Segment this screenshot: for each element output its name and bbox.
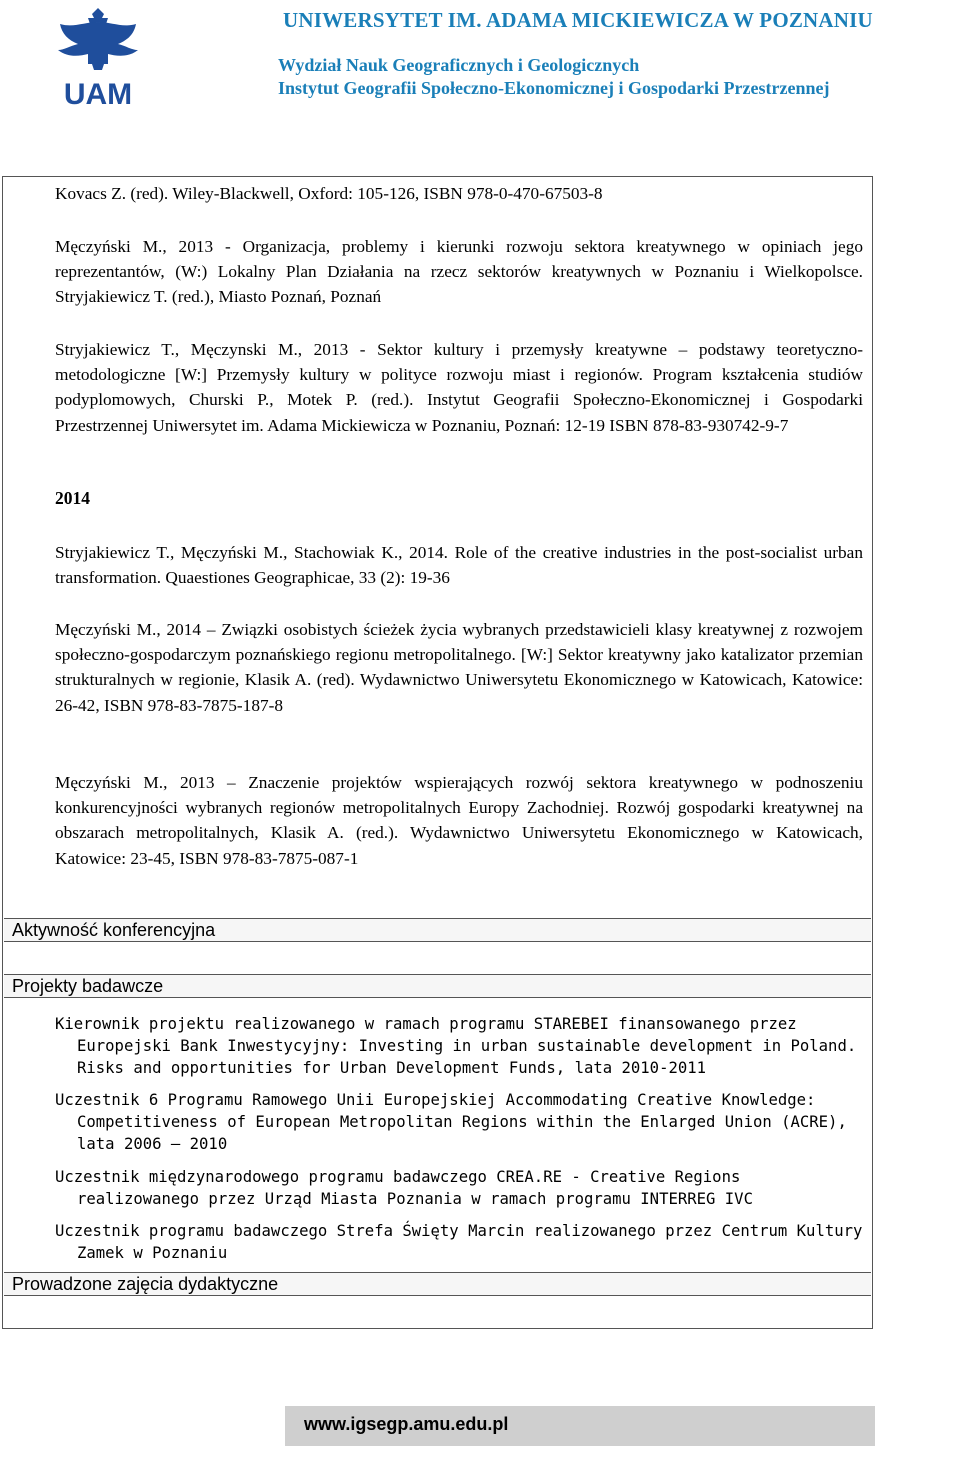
- eagle-crest-icon: [52, 4, 144, 112]
- footer-bar: [285, 1406, 875, 1446]
- section-header-projects: [4, 974, 871, 998]
- project-item: Uczestnik 6 Programu Ramowego Unii Europejskiej Accommodating Creative Knowledge: Competitiveness of European Metropolitan Regions within the Enlarged Union (ACRE), lata 2006 – 2010: [55, 1091, 847, 1153]
- publication-entry: Stryjakiewicz T., Męczynski M., 2013 - Sektor kultury i przemysły kreatywne – podstawy teoretyczno-metodologiczne [W:] Przemysły kultury w polityce rozwoju miast i regionów. Program kształcenia studiów podyplomowych, Churski P., Motek P. (red.). Instytut Geografii Społeczno-Ekonomicznej i Gospodarki Przestrzennej Uniwersytet im. Adama Mickiewicza w Poznaniu, Poznań: 12-19 ISBN 878-83-930742-9-7: [55, 340, 863, 435]
- publication-entry: Męczyński M., 2014 – Związki osobistych ścieżek życia wybranych przedstawicieli klasy kreatywnej z rozwojem społeczno-gospodarczym poznańskiego regionu metropolitalnego. [W:] Sektor kreatywny jako katalizator przemian strukturalnych w regionie, Klasik A. (red). Wydawnictwo Uniwersytetu Ekonomicznego w Katowicach, Katowice: 26-42, ISBN 978-83-7875-187-8: [55, 620, 863, 715]
- publication-entry: Stryjakiewicz T., Męczyński M., Stachowiak K., 2014. Role of the creative industries in the post-socialist urban transformation. Quaestiones Geographicae, 33 (2): 19-36: [55, 543, 863, 588]
- section-header-conferences: [4, 918, 871, 942]
- section-title: Prowadzone zajęcia dydaktyczne: [12, 1274, 279, 1294]
- uam-logo: [52, 4, 144, 112]
- project-item: Uczestnik międzynarodowego programu badawczego CREA.RE - Creative Regions realizowanego przez Urząd Miasta Poznania w ramach programu INTERREG IVC: [55, 1168, 753, 1208]
- project-item: Kierownik projektu realizowanego w ramach programu STAREBEI finansowanego przez Europejski Bank Inwestycyjny: Investing in urban sustainable development in Poland. Risks and opportunities for Urban Development Funds, lata 2010-2011: [55, 1015, 857, 1077]
- footer-url[interactable]: www.igsegp.amu.edu.pl: [304, 1414, 509, 1434]
- university-name: UNIWERSYTET IM. ADAMA MICKIEWICZA W POZNANIU: [283, 8, 873, 32]
- section-title: Aktywność konferencyjna: [12, 920, 216, 940]
- institute-name: Instytut Geografii Społeczno-Ekonomicznej i Gospodarki Przestrzennej: [278, 78, 830, 98]
- section-title: Projekty badawcze: [12, 976, 164, 996]
- publication-entry: Męczyński M., 2013 – Znaczenie projektów wspierających rozwój sektora kreatywnego w podnoszeniu konkurencyjności wybranych regionów metropolitalnych Europy Zachodniej. Rozwój gospodarki kreatywnej na obszarach metropolitalnych, Klasik A. (red.). Wydawnictwo Uniwersytetu Ekonomicznego w Katowicach, Katowice: 23-45, ISBN 978-83-7875-087-1: [55, 773, 863, 868]
- department-name: Wydział Nauk Geograficznych i Geologicznych: [278, 55, 640, 75]
- project-item: Uczestnik programu badawczego Strefa Święty Marcin realizowanego przez Centrum Kultury Zamek w Poznaniu: [55, 1222, 863, 1262]
- year-heading: 2014: [55, 488, 90, 508]
- publication-entry: Męczyński M., 2013 - Organizacja, problemy i kierunki rozwoju sektora kreatywnego w opiniach jego reprezentantów, (W:) Lokalny Plan Działania na rzecz sektorów kreatywnych w Poznaniu i Wielkopolsce. Stryjakiewicz T. (red.), Miasto Poznań, Poznań: [55, 237, 863, 307]
- logo-text: UAM: [63, 78, 133, 111]
- section-header-teaching: [4, 1272, 871, 1296]
- publication-entry: Kovacs Z. (red). Wiley-Blackwell, Oxford: 105-126, ISBN 978-0-470-67503-8: [55, 184, 603, 203]
